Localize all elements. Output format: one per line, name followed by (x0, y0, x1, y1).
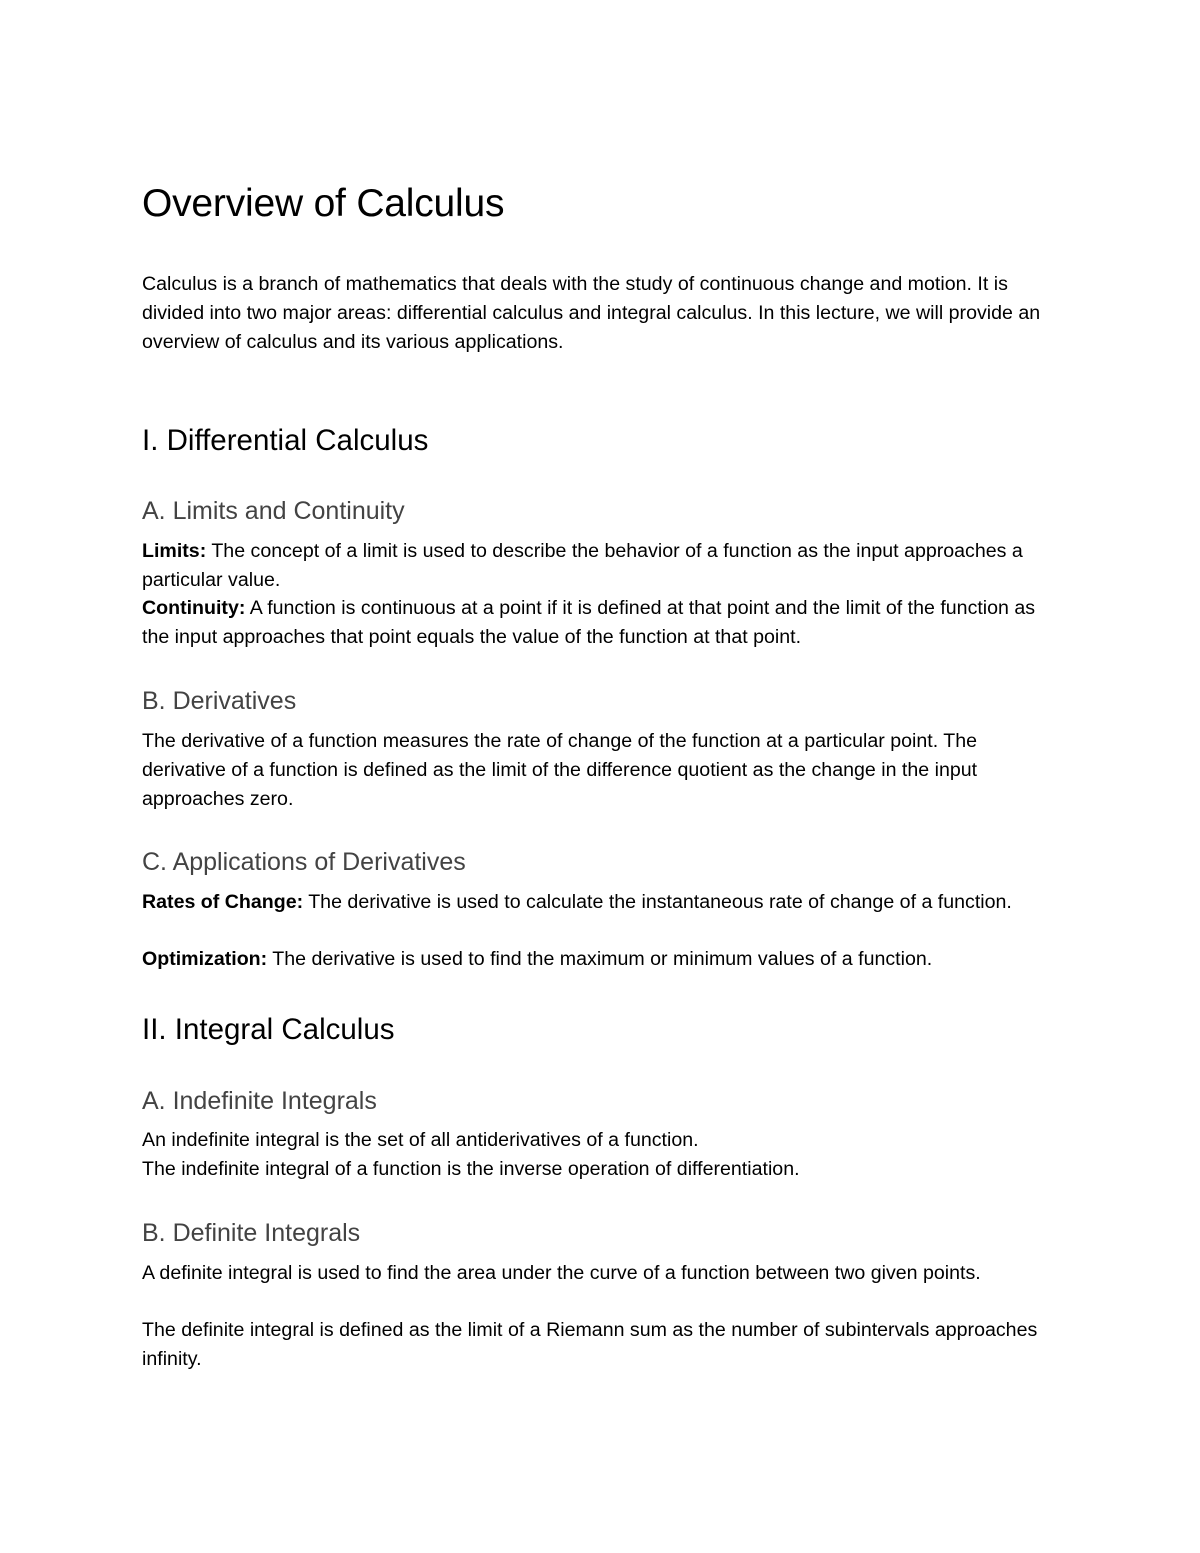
rates-text: The derivative is used to calculate the instantaneous rate of change of a function. (308, 891, 1012, 913)
definite-line-1: A definite integral is used to find the area under the curve of a function between two given points. (142, 1262, 981, 1284)
optimization-text: The derivative is used to find the maximum or minimum values of a function. (272, 948, 933, 970)
optimization-paragraph (142, 945, 1062, 974)
subsection-derivatives-heading: B. Derivatives (142, 687, 297, 715)
limits-paragraph (142, 537, 1062, 595)
subsection-applications-heading: C. Applications of Derivatives (142, 848, 466, 876)
indefinite-line-1: An indefinite integral is the set of all antiderivatives of a function. (142, 1129, 699, 1151)
section-integral-heading: II. Integral Calculus (142, 1013, 395, 1046)
limits-term: Limits: (142, 540, 207, 562)
continuity-paragraph (142, 594, 1062, 652)
definite-line-2: The definite integral is defined as the limit of a Riemann sum as the number of subintervals approaches infinity. (142, 1319, 1038, 1370)
subsection-definite-heading: B. Definite Integrals (142, 1219, 361, 1247)
indefinite-line-2: The indefinite integral of a function is the inverse operation of differentiation. (142, 1158, 800, 1180)
rates-paragraph (142, 888, 1062, 917)
continuity-text: A function is continuous at a point if it is defined at that point and the limit of the function as the input approaches that point equals the value of the function at that point. (142, 597, 1036, 648)
document-title: Overview of Calculus (142, 182, 505, 225)
rates-term: Rates of Change: (142, 891, 304, 913)
limits-text: The concept of a limit is used to describe the behavior of a function as the input approaches a particular value. (142, 540, 1023, 591)
intro-paragraph: Calculus is a branch of mathematics that deals with the study of continuous change and motion. It is divided into two major areas: differential calculus and integral calculus. In this lecture, we will provide an overview of calculus and its various applications. (142, 273, 1041, 353)
continuity-term: Continuity: (142, 597, 246, 619)
optimization-term: Optimization: (142, 948, 268, 970)
section-differential-heading: I. Differential Calculus (142, 424, 429, 457)
derivatives-paragraph: The derivative of a function measures the rate of change of the function at a particular point. The derivative of a function is defined as the limit of the difference quotient as the change in the input approaches zero. (142, 730, 978, 810)
subsection-indefinite-heading: A. Indefinite Integrals (142, 1087, 377, 1115)
subsection-limits-heading: A. Limits and Continuity (142, 497, 405, 525)
